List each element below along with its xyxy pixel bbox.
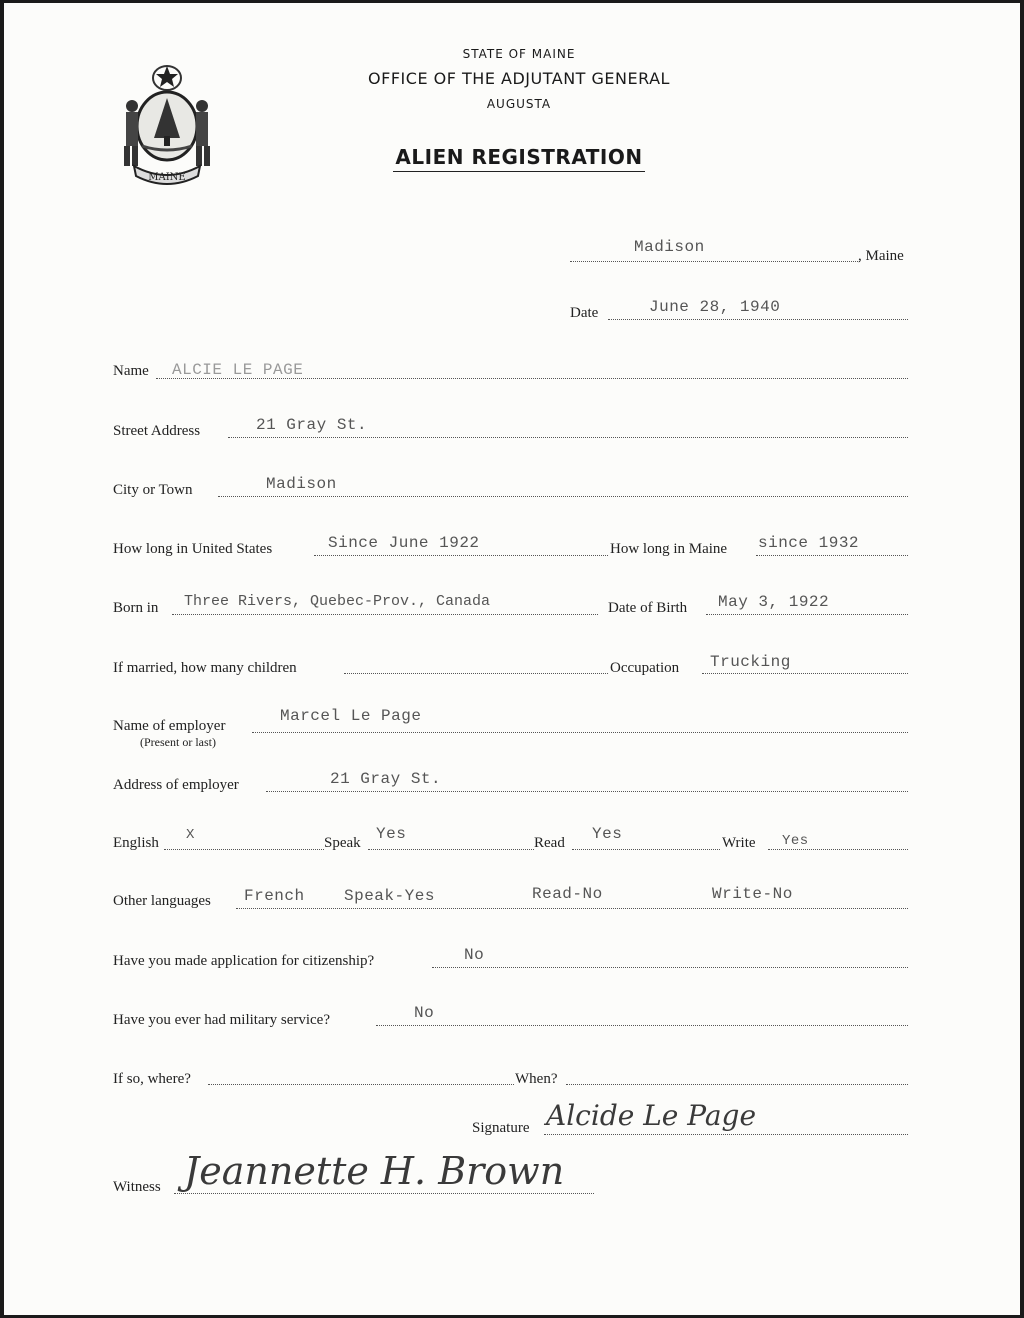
employer-address-line: [266, 791, 908, 792]
street-value: 21 Gray St.: [256, 416, 368, 434]
place-value: Madison: [634, 238, 705, 256]
date-value: June 28, 1940: [649, 298, 781, 316]
other-languages-line: [236, 908, 908, 909]
children-label: If married, how many children: [113, 660, 297, 676]
read-label: Read: [534, 835, 565, 851]
name-line: [156, 378, 908, 379]
maine-duration-label: How long in Maine: [610, 541, 728, 557]
where-line: [208, 1084, 514, 1085]
place-line: [570, 261, 860, 262]
english-line: [164, 849, 324, 850]
employer-line: [252, 732, 908, 733]
occupation-line: [702, 673, 908, 674]
us-duration-label: How long in United States: [113, 541, 273, 557]
header-city: AUGUSTA: [486, 97, 552, 111]
citizenship-value: No: [464, 946, 485, 964]
header-office: OFFICE OF THE ADJUTANT GENERAL: [368, 69, 670, 88]
us-duration-value: Since June 1922: [328, 534, 480, 552]
state-seal-icon: [112, 58, 222, 188]
witness-line: [174, 1193, 594, 1194]
employer-label: Name of employer: [113, 718, 226, 734]
place-suffix: , Maine: [858, 248, 904, 264]
when-label: When?: [515, 1071, 558, 1087]
military-value: No: [414, 1004, 435, 1022]
military-label: Have you ever had military service?: [113, 1012, 330, 1028]
dob-label: Date of Birth: [608, 600, 688, 616]
read-value: Yes: [592, 825, 623, 843]
header-state: STATE OF MAINE: [462, 47, 576, 61]
where-label: If so, where?: [113, 1071, 191, 1087]
form-title: [304, 145, 734, 169]
street-line: [228, 437, 908, 438]
military-line: [376, 1025, 908, 1026]
street-label: Street Address: [113, 423, 201, 439]
maine-duration-line: [756, 555, 908, 556]
other-languages-write: Write-No: [712, 885, 793, 903]
write-label: Write: [722, 835, 756, 851]
speak-label: Speak: [324, 835, 361, 851]
when-line: [566, 1084, 908, 1085]
registration-form: [4, 3, 1020, 1315]
witness-value: Jeannette H. Brown: [184, 1149, 565, 1193]
born-value: Three Rivers, Quebec-Prov., Canada: [184, 593, 491, 610]
employer-address-value: 21 Gray St.: [330, 770, 442, 788]
name-value: ALCIE LE PAGE: [172, 361, 304, 379]
maine-duration-value: since 1932: [758, 534, 860, 552]
city-value: Madison: [266, 475, 337, 493]
city-label: City or Town: [113, 482, 193, 498]
other-languages-value: French: [244, 887, 305, 905]
signature-line: [544, 1134, 908, 1135]
write-value: Yes: [782, 833, 809, 849]
date-label: Date: [570, 305, 599, 321]
citizenship-line: [432, 967, 908, 968]
employer-address-label: Address of employer: [113, 777, 239, 793]
employer-sublabel: (Present or last): [140, 735, 216, 749]
occupation-value: Trucking: [710, 653, 791, 671]
english-value: X: [186, 827, 195, 843]
signature-label: Signature: [472, 1120, 530, 1136]
us-duration-line: [314, 555, 608, 556]
occupation-label: Occupation: [610, 660, 680, 676]
dob-value: May 3, 1922: [718, 593, 830, 611]
employer-value: Marcel Le Page: [280, 707, 422, 725]
write-line: [768, 849, 908, 850]
born-line: [172, 614, 598, 615]
speak-line: [368, 849, 534, 850]
witness-label: Witness: [113, 1179, 161, 1195]
other-languages-read: Read-No: [532, 885, 603, 903]
other-languages-label: Other languages: [113, 893, 211, 909]
english-label: English: [113, 835, 159, 851]
name-label: Name: [113, 363, 149, 379]
read-line: [572, 849, 720, 850]
form-title-text: ALIEN REGISTRATION: [393, 145, 644, 172]
other-languages-speak: Speak-Yes: [344, 887, 435, 905]
children-line: [344, 673, 608, 674]
born-label: Born in: [113, 600, 159, 616]
citizenship-label: Have you made application for citizenship?: [113, 953, 375, 969]
date-line: [608, 319, 908, 320]
seal-text: MAINE: [148, 172, 186, 183]
signature-value: Alcide Le Page: [546, 1099, 757, 1132]
speak-value: Yes: [376, 825, 407, 843]
dob-line: [706, 614, 908, 615]
city-line: [218, 496, 908, 497]
